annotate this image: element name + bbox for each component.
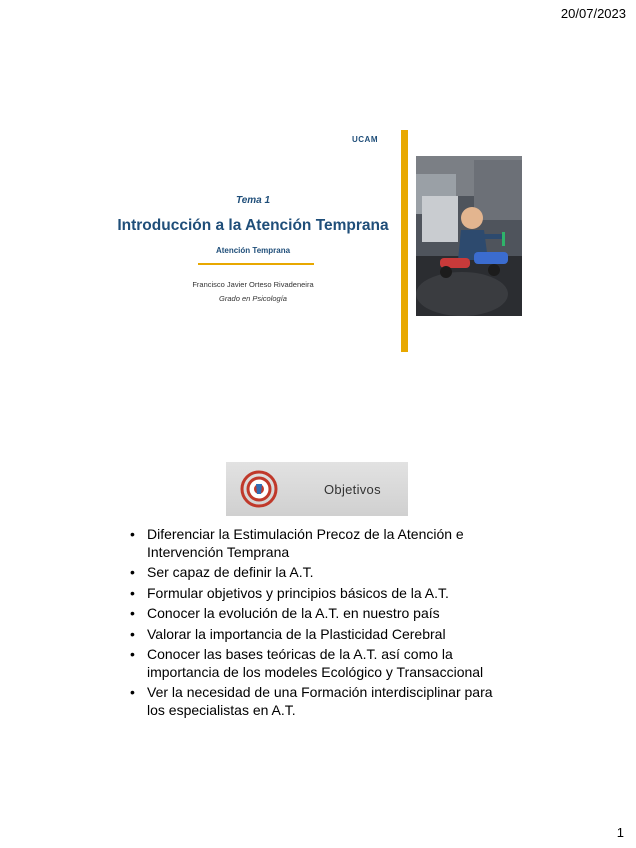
objectives-banner xyxy=(226,462,408,516)
ucam-logo: UCAM xyxy=(352,135,378,144)
list-item: • Valorar la importancia de la Plasticidad Cerebral xyxy=(130,626,510,644)
list-item: • Formular objetivos y principios básicos de la A.T. xyxy=(130,585,510,603)
title-slide xyxy=(112,128,532,356)
author-name: Francisco Javier Orteso Rivadeneira xyxy=(192,280,314,289)
list-item: • Ver la necesidad de una Formación interdisciplinar para los especialistas en A.T. xyxy=(130,684,510,719)
accent-bar xyxy=(401,130,408,352)
subtitle-underline xyxy=(198,263,314,265)
page-number: 1 xyxy=(616,825,624,840)
list-item: • Conocer las bases teóricas de la A.T. así como la importancia de los modeles Ecológico y Transaccional xyxy=(130,646,510,681)
child-photo xyxy=(416,156,522,316)
target-icon xyxy=(240,470,278,513)
slide-title: Introducción a la Atención Temprana xyxy=(117,217,389,234)
degree-name: Grado en Psicología xyxy=(219,294,287,303)
list-item: • Diferenciar la Estimulación Precoz de la Atención e Intervención Temprana xyxy=(130,526,510,561)
print-date: 20/07/2023 xyxy=(560,6,626,21)
slide-subtitle: Atención Temprana xyxy=(215,246,291,255)
objectives-list xyxy=(130,526,510,722)
banner-label: Objetivos xyxy=(324,482,381,497)
list-item: • Conocer la evolución de la A.T. en nuestro país xyxy=(130,605,510,623)
topic-number: Tema 1 xyxy=(235,195,271,206)
list-item: • Ser capaz de definir la A.T. xyxy=(130,564,510,582)
